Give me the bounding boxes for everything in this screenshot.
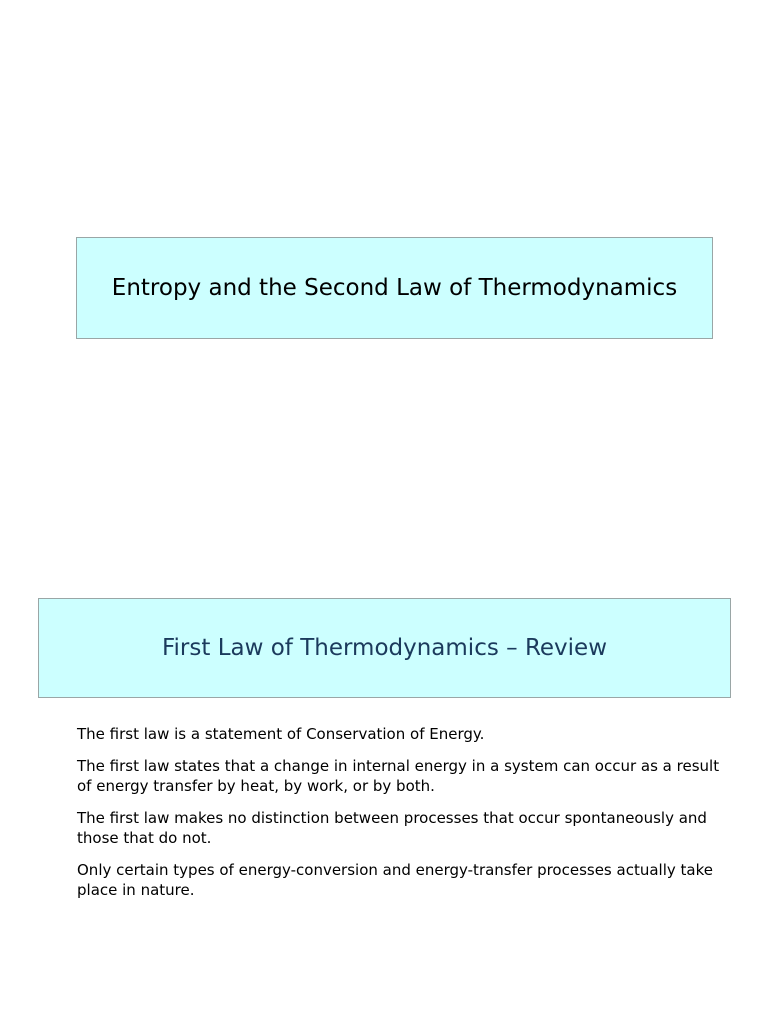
slide-1-title-box	[76, 237, 713, 339]
slide-1-title: Entropy and the Second Law of Thermodynamics	[111, 275, 678, 301]
body-paragraph: The first law is a statement of Conservation of Energy.	[77, 725, 485, 743]
body-paragraph: The first law states that a change in internal energy in a system can occur as a result of energy transfer by heat, by work, or by both.	[77, 757, 720, 795]
body-paragraph: Only certain types of energy-conversion and energy-transfer processes actually take place in nature.	[77, 861, 713, 899]
slide-2-title: First Law of Thermodynamics – Review	[161, 635, 608, 661]
slide-2-title-box	[38, 598, 731, 698]
body-paragraph: The first law makes no distinction between processes that occur spontaneously and those that do not.	[77, 809, 707, 847]
slide-2-body	[77, 724, 727, 912]
